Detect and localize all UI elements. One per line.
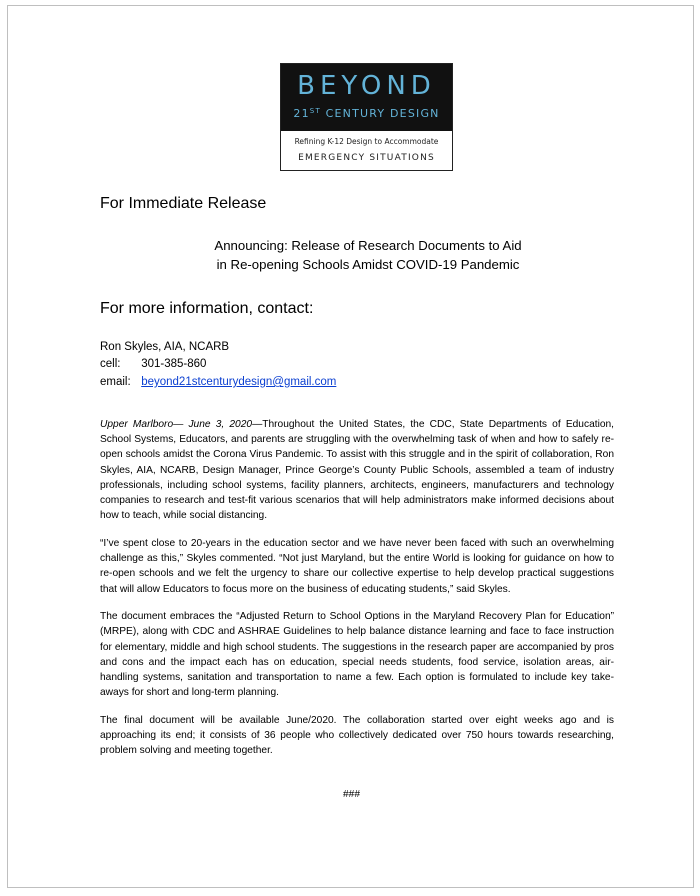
contact-heading: For more information, contact:: [100, 300, 314, 317]
announcement-line-1: Announcing: Release of Research Documents to Aid: [214, 238, 522, 253]
logo-wordmark: BEYOND: [297, 71, 436, 101]
contact-name: Ron Skyles, AIA, NCARB: [100, 341, 230, 353]
logo-dark-panel: [281, 64, 452, 131]
logo-tagline-1: Refining K-12 Design to Accommodate: [294, 137, 439, 146]
paragraph-4: The final document will be available June/2020. The collaboration started over eight weeks ago and is approaching its end; it consists of 36 people who collectively dedicated over 750 hours towards researching, problem solving and meeting together.: [100, 714, 614, 757]
logo-subtitle-ordinal: ST: [309, 107, 321, 115]
email-label: email:: [100, 376, 131, 388]
logo-tagline-2: EMERGENCY SITUATIONS: [298, 153, 435, 163]
paragraph-3: The document embraces the “Adjusted Return to School Options in the Maryland Recovery Plan for Education” (MRPE), along with CDC and ASHRAE Guidelines to help balance distance learning and face to face instruction for elementary, middle and high school students. The suggestions in the research paper are accompanied by pros and cons and the impact each has on education, special needs students, food service, isolation areas, air-handling systems, sanitation and transportation to name a few. Each option is formulated to include key take-aways for short and long-term planning.: [100, 611, 614, 699]
logo-subtitle-number: 21: [293, 107, 310, 120]
logo-subtitle: [281, 104, 452, 121]
logo-subtitle-text: CENTURY DESIGN: [320, 107, 440, 120]
cell-value: 301-385-860: [141, 358, 207, 370]
paragraph-1: [100, 417, 614, 523]
paragraph-2: “I’ve spent close to 20-years in the education sector and we have never been faced with such an overwhelming challenge as this,” Skyles commented. “Not just Maryland, but the entire World is looking for guidance on how to re-open schools and we felt the urgency to share our collective expertise to help develop practical suggestions that will allow Educators to focus more on the business of educating students,” said Skyles.: [100, 537, 614, 595]
announcement-line-2: in Re-opening Schools Amidst COVID-19 Pandemic: [216, 257, 520, 272]
paragraph-1-text: —Throughout the United States, the CDC, State Departments of Education, School Systems, Educators, and parents are struggling with the overwhelming task of when and how to safely re-open schools amidst the Corona Virus Pandemic. To assist with this struggle and in the spirit of collaboration, Ron Skyles, AIA, NCARB, Design Manager, Prince George’s County Public Schools, assembled a team of industry professionals, including school systems, facility planners, architects, engineers, manufacturers and technology companies to research and test-fit various scenarios that will help administrators make informed decisions about how to teach, while social distancing.: [100, 419, 614, 522]
cell-label: cell:: [100, 358, 121, 370]
end-mark: ###: [343, 789, 360, 800]
contact-cell: [100, 357, 206, 371]
beyond-logo: [280, 63, 453, 171]
contact-email: [100, 375, 336, 389]
release-label: For Immediate Release: [100, 195, 267, 212]
email-link[interactable]: beyond21stcenturydesign@gmail.com: [141, 376, 337, 388]
announcement-headline: [168, 236, 568, 274]
dateline: Upper Marlboro— June 3, 2020: [100, 419, 253, 430]
press-release-page: [7, 5, 694, 888]
release-body: [100, 417, 614, 771]
